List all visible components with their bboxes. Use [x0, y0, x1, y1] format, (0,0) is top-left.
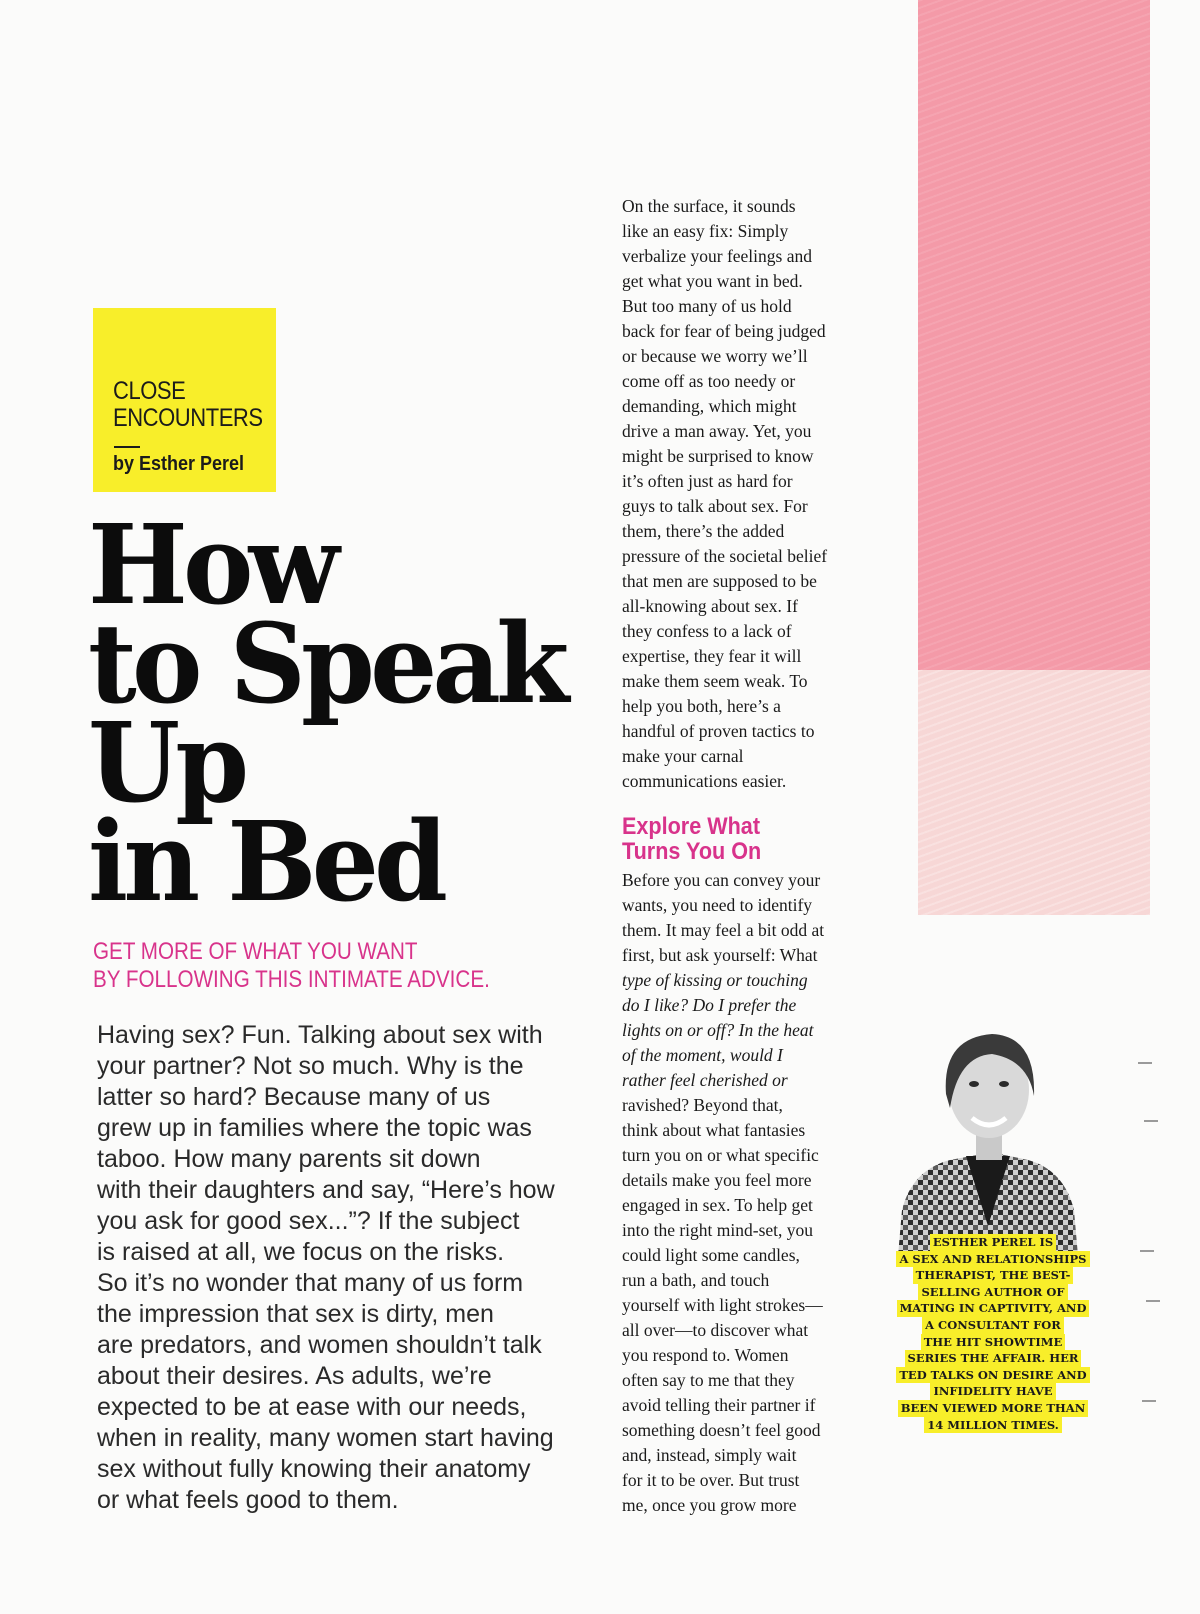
body-line: you respond to. Women	[622, 1345, 789, 1365]
headline-line: to Speak	[88, 599, 565, 728]
body-line: do I like? Do I prefer the	[622, 995, 797, 1015]
body-line: them. It may feel a bit odd at	[622, 920, 825, 940]
page-edge-mark	[1142, 1400, 1156, 1402]
body-line: wants, you need to identify	[622, 895, 813, 915]
body-line: all-knowing about sex. If	[622, 596, 798, 616]
page-edge-mark	[1146, 1300, 1160, 1302]
bio-line: THERAPIST, THE BEST-	[913, 1267, 1074, 1284]
body-line: communications easier.	[622, 771, 787, 791]
page-edge-mark	[1144, 1120, 1158, 1122]
body-line: into the right mind-set, you	[622, 1220, 814, 1240]
bio-line: MATING IN CAPTIVITY, AND	[897, 1300, 1090, 1317]
decorative-pink-strip-faded	[918, 670, 1150, 915]
body-line: of the moment, would I	[622, 1045, 783, 1065]
bio-line: BEEN VIEWED MORE THAN	[898, 1400, 1088, 1417]
bio-line: A SEX AND RELATIONSHIPS	[896, 1251, 1089, 1268]
body-line: handful of proven tactics to	[622, 721, 815, 741]
body-column-top	[622, 194, 872, 794]
bio-line: A CONSULTANT FOR	[922, 1317, 1064, 1334]
body-line: might be surprised to know	[622, 446, 814, 466]
bio-line: TED TALKS ON DESIRE AND	[896, 1367, 1089, 1384]
intro-line: latter so hard? Because many of us	[97, 1083, 491, 1111]
body-line: details make you feel more	[622, 1170, 812, 1190]
body-line: expertise, they fear it will	[622, 646, 802, 666]
intro-line: with their daughters and say, “Here’s how	[97, 1176, 555, 1204]
body-line: get what you want in bed.	[622, 271, 803, 291]
deck-line: GET MORE OF WHAT YOU WANT	[93, 938, 418, 965]
bio-line: SERIES THE AFFAIR. HER	[905, 1350, 1082, 1367]
intro-line: about their desires. As adults, we’re	[97, 1362, 492, 1390]
body-line: first, but ask yourself: What	[622, 945, 818, 965]
column-title: CLOSE ENCOUNTERS	[113, 377, 263, 432]
body-line: demanding, which might	[622, 396, 797, 416]
body-line: pressure of the societal belief	[622, 546, 828, 566]
body-line: help you both, here’s a	[622, 696, 781, 716]
intro-line: is raised at all, we focus on the risks.	[97, 1238, 505, 1266]
intro-line: So it’s no wonder that many of us form	[97, 1269, 524, 1297]
body-line: But too many of us hold	[622, 296, 792, 316]
body-line: Before you can convey your	[622, 870, 821, 890]
intro-paragraph	[97, 1020, 607, 1516]
intro-line: or what feels good to them.	[97, 1486, 399, 1514]
body-line: that men are supposed to be	[622, 571, 817, 591]
author-photo	[888, 1020, 1088, 1256]
body-line: them, there’s the added	[622, 521, 785, 541]
headline	[88, 500, 587, 926]
subhead-line: Turns You On	[622, 838, 762, 865]
body-line: think about what fantasies	[622, 1120, 806, 1140]
body-line: something doesn’t feel good	[622, 1420, 821, 1440]
body-line: often say to me that they	[622, 1370, 795, 1390]
body-line: On the surface, it sounds	[622, 196, 796, 216]
body-line: verbalize your feelings and	[622, 246, 812, 266]
byline: by Esther Perel	[113, 453, 245, 475]
body-line: it’s often just as hard for	[622, 471, 793, 491]
intro-line: when in reality, many women start having	[97, 1424, 554, 1452]
intro-line: you ask for good sex...”? If the subject	[97, 1207, 520, 1235]
body-line: guys to talk about sex. For	[622, 496, 808, 516]
body-line: drive a man away. Yet, you	[622, 421, 812, 441]
body-line: engaged in sex. To help get	[622, 1195, 813, 1215]
body-line: make them seem weak. To	[622, 671, 808, 691]
body-line: they confess to a lack of	[622, 621, 792, 641]
intro-line: expected to be at ease with our needs,	[97, 1393, 527, 1421]
body-line: yourself with light strokes—	[622, 1295, 823, 1315]
page-edge-mark	[1138, 1062, 1152, 1064]
body-line: ravished? Beyond that,	[622, 1095, 783, 1115]
page-edge-mark	[1140, 1250, 1154, 1252]
intro-line: taboo. How many parents sit down	[97, 1145, 481, 1173]
body-line: type of kissing or touching	[622, 970, 808, 990]
body-line: rather feel cherished or	[622, 1070, 788, 1090]
intro-line: grew up in families where the topic was	[97, 1114, 532, 1142]
headline-line: in Bed	[88, 797, 444, 926]
intro-line: Having sex? Fun. Talking about sex with	[97, 1021, 543, 1049]
body-line: like an easy fix: Simply	[622, 221, 789, 241]
intro-line: your partner? Not so much. Why is the	[97, 1052, 524, 1080]
body-line: avoid telling their partner if	[622, 1395, 816, 1415]
bio-line: ESTHER PEREL IS	[930, 1234, 1056, 1251]
column-tag	[93, 308, 276, 492]
bio-line: SELLING AUTHOR OF	[918, 1284, 1067, 1301]
body-line: and, instead, simply wait	[622, 1445, 797, 1465]
column-rule	[114, 446, 140, 448]
body-line: run a bath, and touch	[622, 1270, 770, 1290]
bio-line: INFIDELITY HAVE	[930, 1383, 1055, 1400]
body-line: back for fear of being judged	[622, 321, 826, 341]
deck	[93, 938, 490, 994]
decorative-pink-strip	[918, 0, 1150, 670]
intro-line: sex without fully knowing their anatomy	[97, 1455, 531, 1483]
deck-line: BY FOLLOWING THIS INTIMATE ADVICE.	[93, 966, 490, 993]
body-line: lights on or off? In the heat	[622, 1020, 814, 1040]
body-line: make your carnal	[622, 746, 744, 766]
body-line: could light some candles,	[622, 1245, 800, 1265]
body-line: for it to be over. But trust	[622, 1470, 800, 1490]
author-bio-caption	[892, 1234, 1094, 1433]
headline-line: Up	[88, 698, 245, 827]
bio-line: 14 MILLION TIMES.	[924, 1417, 1062, 1434]
section-subhead	[622, 814, 761, 864]
bio-line: THE HIT SHOWTIME	[921, 1334, 1066, 1351]
subhead-line: Explore What	[622, 813, 761, 840]
body-column-bottom	[622, 868, 872, 1518]
body-line: all over—to discover what	[622, 1320, 809, 1340]
headline-line: How	[88, 500, 335, 629]
intro-line: the impression that sex is dirty, men	[97, 1300, 494, 1328]
body-line: me, once you grow more	[622, 1495, 797, 1515]
body-line: turn you on or what specific	[622, 1145, 819, 1165]
intro-line: are predators, and women shouldn’t talk	[97, 1331, 542, 1359]
body-line: or because we worry we’ll	[622, 346, 808, 366]
body-line: come off as too needy or	[622, 371, 796, 391]
